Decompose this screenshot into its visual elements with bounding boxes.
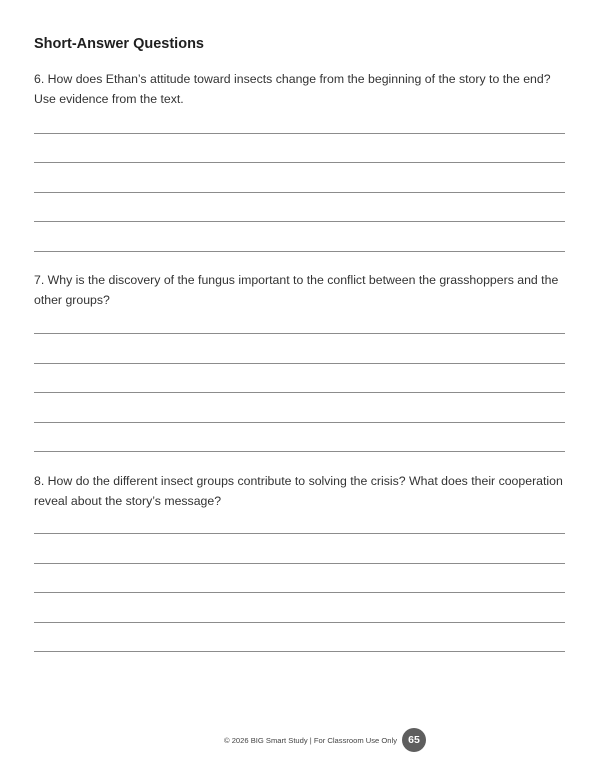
question-8-prompt: 8. How do the different insect groups contribute to solving the crisis? What does their cooperation reveal about the story’s message? [34,474,563,508]
answer-line[interactable] [34,363,565,364]
question-6-prompt: 6. How does Ethan’s attitude toward insects change from the beginning of the story to the end? Use evidence from the text. [34,72,551,106]
answer-line[interactable] [34,133,565,134]
answer-line[interactable] [34,251,565,252]
answer-line[interactable] [34,622,565,623]
question-7-prompt: 7. Why is the discovery of the fungus important to the conflict between the grasshoppers and the other groups? [34,273,559,307]
section-title: Short-Answer Questions [34,36,204,52]
answer-line[interactable] [34,563,565,564]
answer-line[interactable] [34,422,565,423]
answer-line[interactable] [34,392,565,393]
page-footer [0,728,600,752]
footer-copyright: © 2026 BIG Smart Study | For Classroom Use Only [224,735,397,745]
answer-line[interactable] [34,651,565,652]
answer-line[interactable] [34,221,565,222]
page-number-badge: 65 [402,728,426,752]
answer-line[interactable] [34,333,565,334]
answer-line[interactable] [34,162,565,163]
answer-line[interactable] [34,533,565,534]
answer-line[interactable] [34,192,565,193]
answer-line[interactable] [34,592,565,593]
answer-line[interactable] [34,451,565,452]
